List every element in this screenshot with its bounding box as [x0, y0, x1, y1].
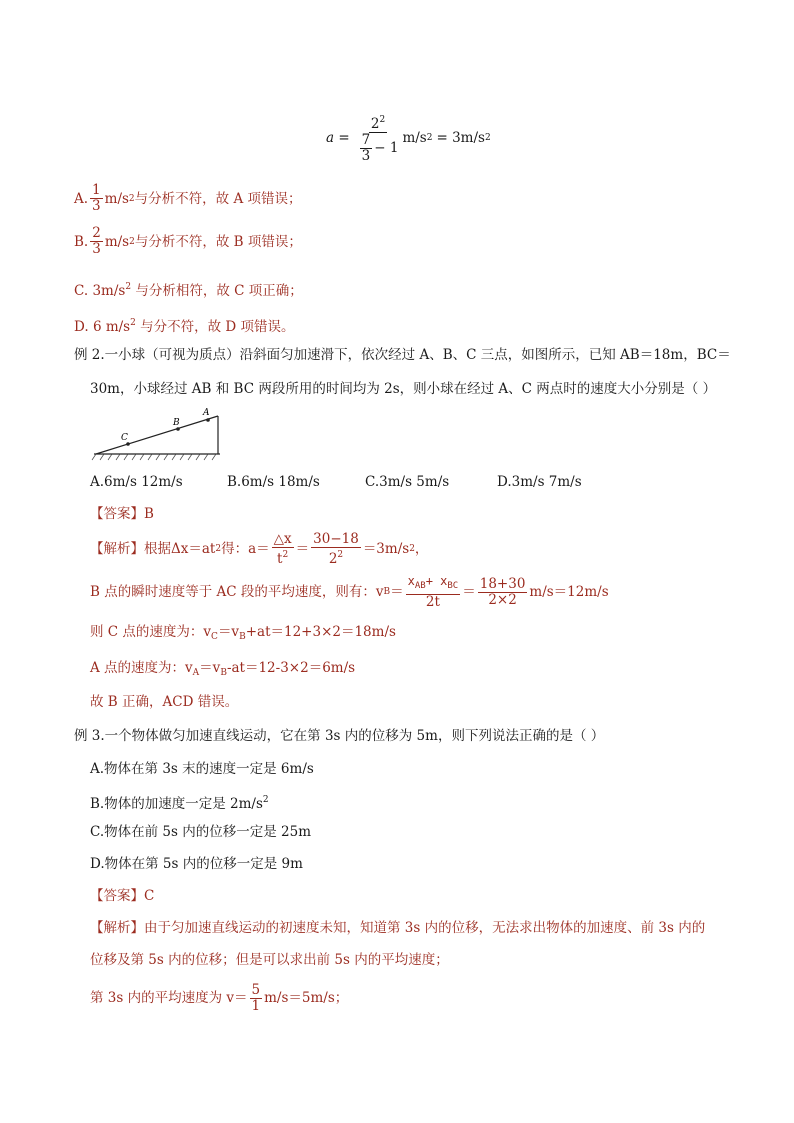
formula-top: a = $2^2$ $\frac{7}{3}$ − 1 m/s 2 = 3m/s 2: [326, 114, 491, 164]
ex2-analysis-line3: 则 C 点的速度为：$v_C=v_B+at=12+3\times 2=18m/s$: [90, 624, 396, 642]
ex1-option-b: B. $\frac{2}{3}$ m/s 2 与分析不符，故 B 项错误；: [74, 225, 302, 257]
ex1-option-c: C. $3m/s^2$ 与分析相符，故 C 项正确；: [74, 282, 303, 299]
ex2-question-line2: 30m，小球经过 AB 和 BC 两段所用的时间均为 2s，则小球在经过 A、C 两点时的速度大小分别是（ ）: [90, 381, 717, 397]
ex2-analysis-line1: 【解析】 根据 Δx＝at 2 得：a＝ $\frac{\triangle x}{t^2}$ ＝ $\frac{30-18}{2^2}$ ＝3m/s 2 ，: [90, 530, 429, 567]
ex3-option-d: D.物体在第 5s 内的位移一定是 9m: [90, 856, 303, 872]
ex3-answer: 【答案】C: [90, 888, 155, 904]
label-a: A: [203, 408, 210, 418]
ex1-option-a: A. $\frac{1}{3}$ m/s 2 与分析不符，故 A 项错误；: [74, 182, 302, 214]
ex3-analysis-line1: 【解析】由于匀加速直线运动的初速度未知，知道第 3s 内的位移，无法求出物体的加速度、前 3s 内的: [90, 920, 706, 936]
ex2-question-line1: 例 2.一小球（可视为质点）沿斜面匀加速滑下，依次经过 A、B、C 三点，如图所示，已知 AB＝18m，BC＝: [74, 347, 731, 363]
ex3-option-a: A.物体在第 3s 末的速度一定是 6m/s: [90, 761, 314, 777]
label-c: C: [121, 433, 128, 443]
label-b: B: [173, 418, 180, 428]
ex3-question: 例 3.一个物体做匀加速直线运动，它在第 3s 内的位移为 5m，则下列说法正确的是（ ）: [74, 728, 605, 744]
ex2-analysis-line5: 故 B 正确，ACD 错误。: [90, 694, 239, 710]
incline-figure: [90, 404, 225, 464]
ex3-option-b: B.物体的加速度一定是 $2m/s^2$: [90, 795, 269, 812]
ex2-analysis-line2: B 点的瞬时速度等于 AC 段的平均速度，则有：v B ＝ $\frac{x_{AB}+ x_{BC}}{2t}$ ＝ $\frac{18+30}{2\times 2}$ m/s＝12m/s: [90, 574, 609, 610]
ex3-option-c: C.物体在前 5s 内的位移一定是 25m: [90, 824, 312, 840]
ex3-analysis-line3: 第 3s 内的平均速度为 v＝ $\frac{5}{1}$ m/s＝5m/s；: [90, 981, 349, 1014]
ex2-answer: 【答案】B: [90, 506, 154, 522]
ex2-option-c: C.3m/s 5m/s: [365, 474, 450, 490]
ex2-option-b: B.6m/s 18m/s: [227, 474, 320, 490]
ex3-analysis-line2: 位移及第 5s 内的位移；但是可以求出前 5s 内的平均速度；: [90, 952, 449, 968]
ex2-option-a: A.6m/s 12m/s: [90, 474, 183, 490]
ex2-analysis-line4: A 点的速度为：$v_A=v_B-at=12-3\times 2=6m/s$: [90, 660, 356, 678]
ex2-option-d: D.3m/s 7m/s: [497, 474, 582, 490]
formula-top-fraction: $2^2$ $\frac{7}{3}$ − 1: [361, 114, 399, 164]
ex1-option-d: D. 6 $m/s^2$ 与分不符，故 D 项错误。: [74, 318, 295, 335]
